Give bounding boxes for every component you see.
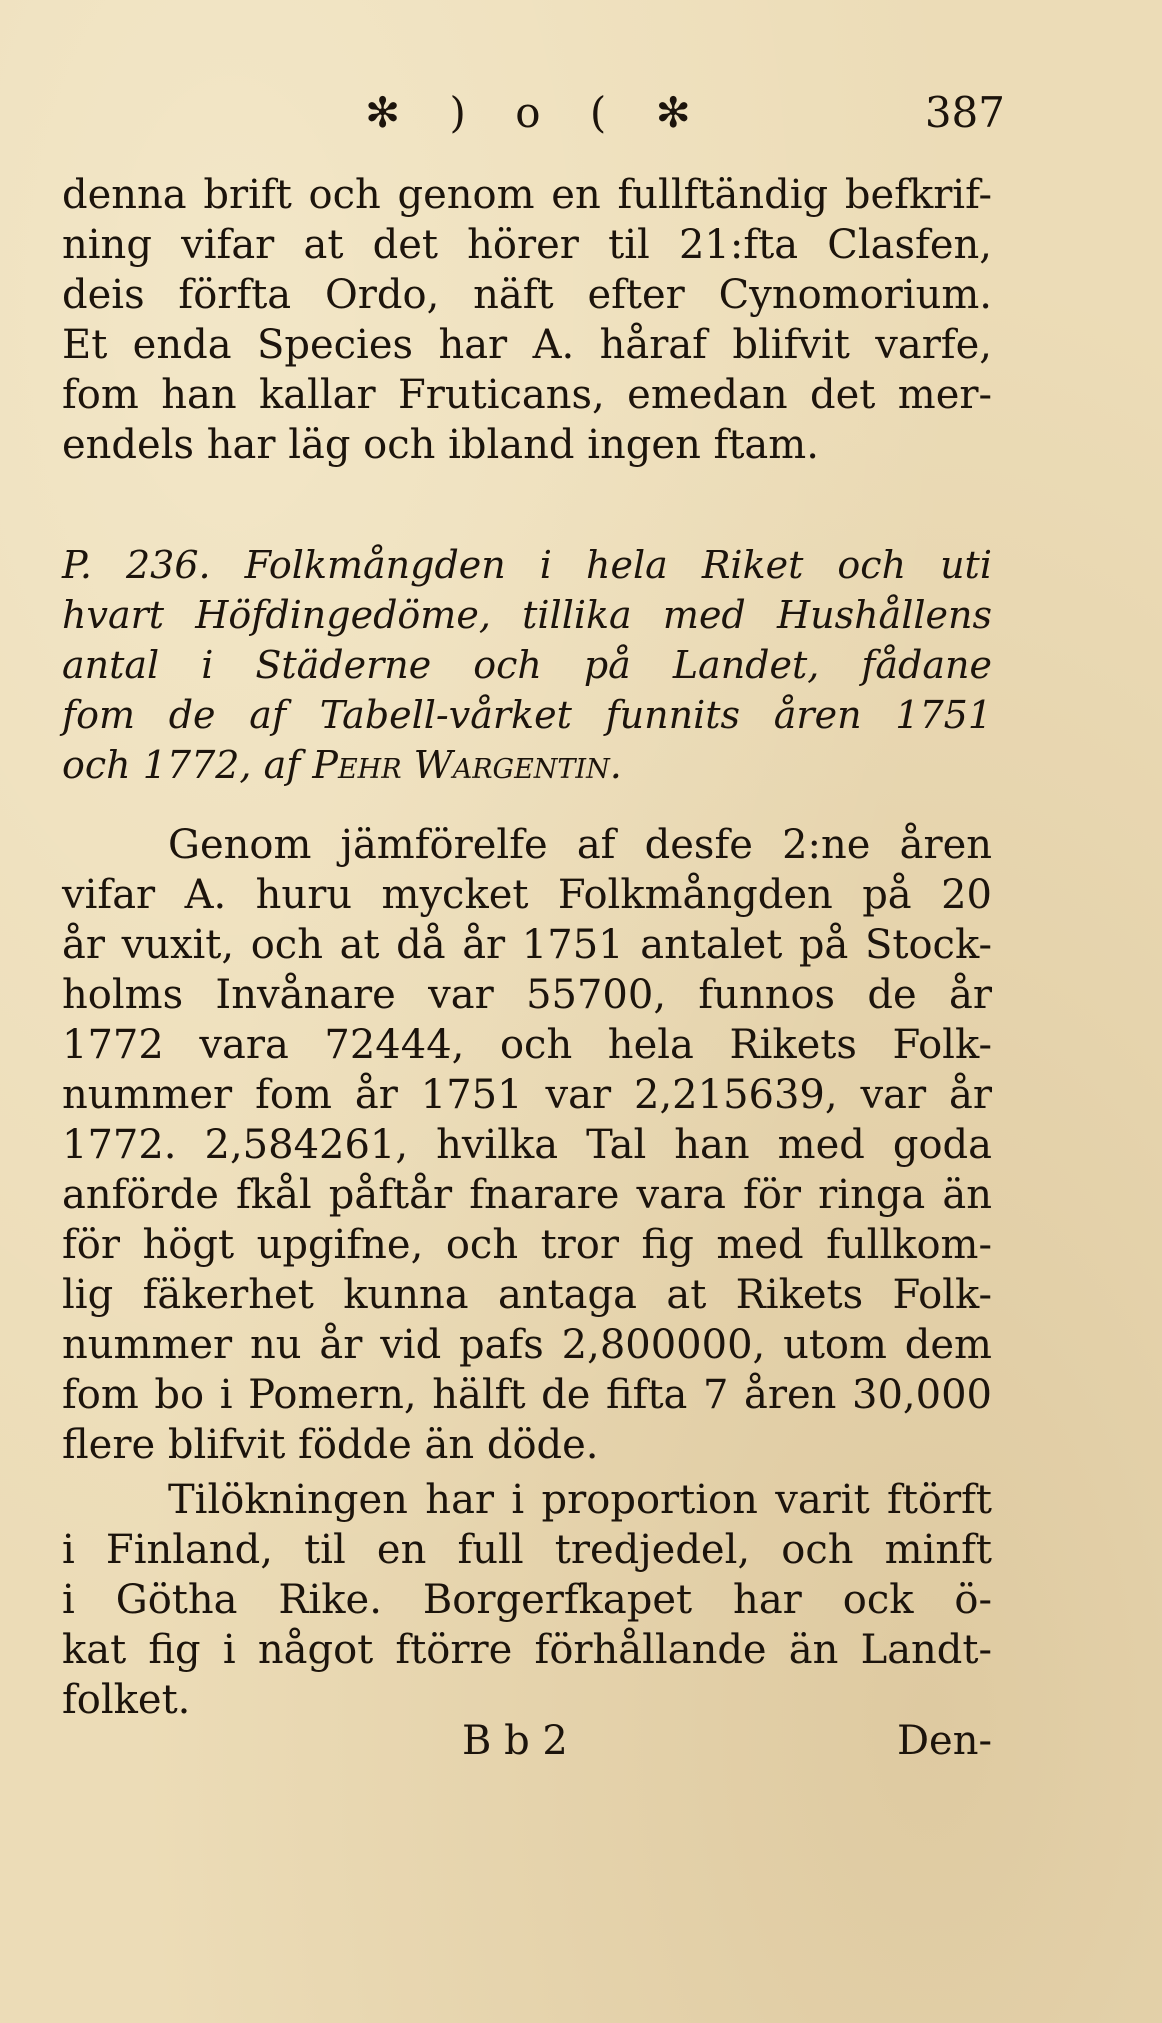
- heading-line: P. 236. Folkmångden i hela Riket och uti: [62, 543, 992, 587]
- signature-mark: B b 2: [462, 1718, 568, 1764]
- section-heading: [62, 540, 992, 790]
- text-line: i Götha Rike. Borgerfkapet har ock ö-: [62, 1577, 992, 1623]
- page-header: [365, 88, 1005, 148]
- heading-line-author: [62, 740, 992, 790]
- heading-line: och 1772, af: [62, 743, 301, 787]
- text-line: deis förfta Ordo, näft efter Cynomorium.: [62, 272, 992, 318]
- catchword: Den-: [896, 1718, 992, 1764]
- text-line: nummer nu år vid pafs 2,800000, utom dem: [62, 1322, 992, 1368]
- text-line: för högt upgifne, och tror fig med fullkom-: [62, 1222, 992, 1268]
- text-line: kat fig i något ftörre förhållande än Landt-: [62, 1627, 992, 1673]
- text-line: denna brift och genom en fullftändig befkrif-: [62, 172, 992, 218]
- paragraph-1: [62, 170, 992, 470]
- text-line: 1772 vara 72444, och hela Rikets Folk-: [62, 1022, 992, 1068]
- text-line: år vuxit, och at då år 1751 antalet på Stock-: [62, 922, 992, 968]
- text-line: holms Invånare var 55700, funnos de år: [62, 972, 992, 1018]
- text-line: endels har läg och ibland ingen ftam.: [62, 422, 819, 468]
- text-line: fom han kallar Fruticans, emedan det mer-: [62, 372, 992, 418]
- text-line: folket.: [62, 1677, 191, 1723]
- text-line: Et enda Species har A. håraf blifvit varfe,: [62, 322, 992, 368]
- header-ornament: ✻ ) o ( ✻: [365, 88, 709, 137]
- text-line: Tilökningen har i proportion varit ftörft: [168, 1477, 992, 1523]
- page-number: 387: [924, 88, 1005, 137]
- text-line: vifar A. huru mycket Folkmångden på 20: [62, 872, 992, 918]
- text-line: anförde fkål påftår fnarare vara för ringa än: [62, 1172, 992, 1218]
- page-footer: [62, 1718, 992, 1778]
- text-line: i Finland, til en full tredjedel, och minft: [62, 1527, 992, 1573]
- heading-line: fom de af Tabell-vårket funnits åren 1751: [62, 693, 992, 737]
- heading-line: antal i Städerne och på Landet, fådane: [62, 643, 992, 687]
- paragraph-2: [62, 820, 992, 1470]
- paragraph-3: [62, 1475, 992, 1725]
- text-line: flere blifvit födde än döde.: [62, 1422, 599, 1468]
- author-name: Pehr Wargentin.: [312, 743, 622, 787]
- text-line: lig fäkerhet kunna antaga at Rikets Folk-: [62, 1272, 992, 1318]
- text-line: ning vifar at det hörer til 21:fta Clasfen,: [62, 222, 992, 268]
- text-line: Genom jämförelfe af desfe 2:ne åren: [168, 822, 992, 868]
- text-line: 1772. 2,584261, hvilka Tal han med goda: [62, 1122, 992, 1168]
- heading-line: hvart Höfdingedöme, tillika med Hushållens: [62, 593, 992, 637]
- text-line: nummer fom år 1751 var 2,215639, var år: [62, 1072, 992, 1118]
- text-line: fom bo i Pomern, hälft de fifta 7 åren 30,000: [62, 1372, 992, 1418]
